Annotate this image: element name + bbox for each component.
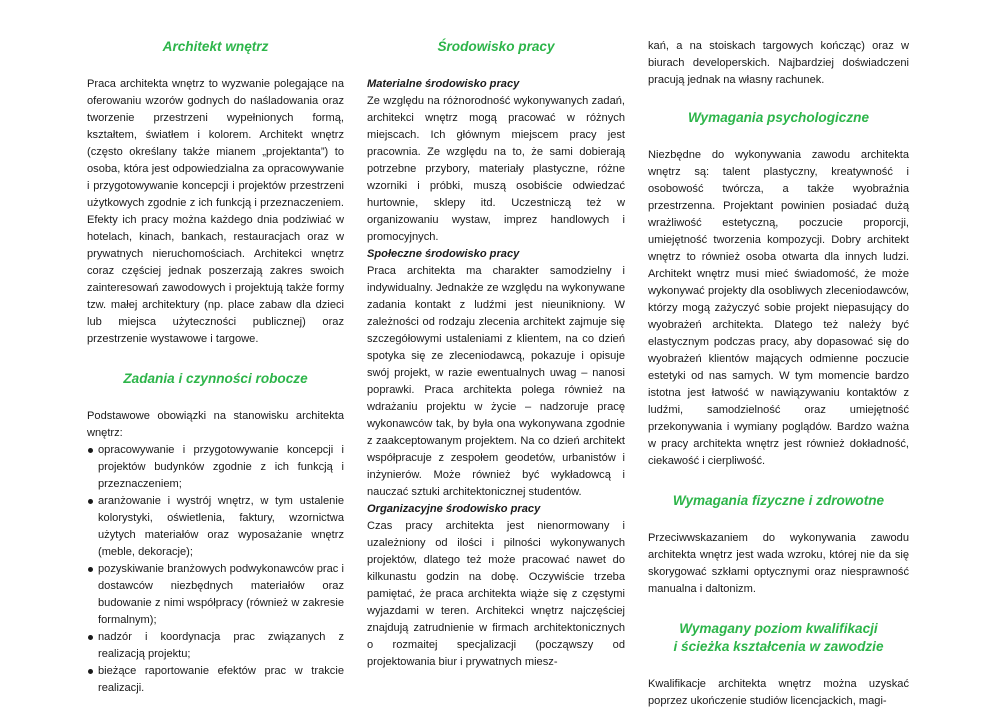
paragraph-psychologiczne: Niezbędne do wykonywania zawodu architekta wnętrz są: talent plastyczny, kreatywność i osobowość twórcza, a także wyobraźnia przestrzenna. Projektant powinien posiadać dużą wrażliwość estetyczną, poczucie proporcji, umiejętność tworzenia kompozycji. Dobry architekt wnętrz to również osoba otwarta dla innych ludzi. Architekt wnętrz musi mieć świadomość, że może wykonywać projekty dla osobliwych zleceniodawców, którzy mogą zażyczyć sobie projekt niepasujący do wyobrażeń architekta. Dlatego też należy być elastycznym podczas pracy, aby dopasować się do wyobrażeń klientów mających odmienne poczucie estetyki od nas samych. W tym momencie bardzo istotna jest łatwość w nawiązywaniu kontaktów z ludźmi, samodzielność oraz umiejętność przekonywania i wymiany poglądów. Bardzo ważna w pracy architekta wnętrz jest również dokładność, ciekawość i cierpliwość. xyxy=(648,149,909,467)
column-left xyxy=(87,0,344,697)
paragraph-continuation: kań, a na stoiskach targowych kończąc) oraz w biurach developerskich. Najbardziej doświadczeni pracują jednak na własny rachunek. xyxy=(648,40,909,86)
paragraph-organizacyjne: Czas pracy architekta jest nienormowany i uzależniony od ilości i pilności wykonywanych projektów, dlatego też może pracować nawet do kilkunastu godzin na dobę. Oczywiście trzeba pamiętać, że praca architekta wiąże się z częstymi wyjazdami w teren. Architekci wnętrz najczęściej znajdują zatrudnienie w firmach architektonicznych o rozmaitej specjalizacji (począwszy od projektowania biur i prywatnych miesz- xyxy=(367,520,625,668)
paragraph-duties-intro: Podstawowe obowiązki na stanowisku architekta wnętrz: xyxy=(87,410,344,439)
list-item: opracowywanie i przygotowywanie koncepcji i projektów budynków zgodnie z ich funkcją i przeznaczeniem; xyxy=(87,442,344,493)
column-right xyxy=(648,0,909,710)
heading-kwalifikacje-line2: i ścieżka kształcenia w zawodzie xyxy=(673,639,884,654)
heading-zadania: Zadania i czynności robocze xyxy=(123,371,308,386)
heading-srodowisko-pracy: Środowisko pracy xyxy=(437,39,555,54)
list-item: bieżące raportowanie efektów prac w trakcie realizacji. xyxy=(87,663,344,697)
heading-wymagania-psychologiczne: Wymagania psychologiczne xyxy=(687,110,870,125)
subheading-materialne: Materialne środowisko pracy xyxy=(367,78,520,90)
heading-kwalifikacje-line1: Wymagany poziom kwalifikacji xyxy=(679,621,878,636)
paragraph-spoleczne: Praca architekta ma charakter samodzielny i indywidualny. Jednakże ze względu na wykonywane zadania kontakt z ludźmi jest nieunikniony. W zależności od rodzaju zlecenia architekt zajmuje się szczegółowymi ustaleniami z klientem, na co dzień spotyka się ze zleceniodawcą, pokazuje i opisuje swój projekt, w razie ewentualnych uwag – nanosi poprawki. Praca architekta polega również na wdrażaniu projektu w życie – nadzoruje pracę wykonawców tak, by była ona wykonywana zgodnie z zaakceptowanym projektem. Na co dzień architekt współpracuje z zespołem geodetów, urbanistów i inżynierów. Może również być wykładowcą i nauczać sztuki architektonicznej studentów. xyxy=(367,265,625,498)
subheading-organizacyjne: Organizacyjne środowisko pracy xyxy=(367,503,541,515)
list-item: aranżowanie i wystrój wnętrz, w tym ustalenie kolorystyki, oświetlenia, faktury, wzornictwa użytych materiałów oraz wyposażanie wnętrz (meble, dekoracje); xyxy=(87,493,344,561)
heading-architekt-wnetrz: Architekt wnętrz xyxy=(162,39,269,54)
heading-kwalifikacje xyxy=(648,620,909,656)
column-middle xyxy=(367,0,625,671)
paragraph-intro: Praca architekta wnętrz to wyzwanie polegające na oferowaniu wzorów godnych do naśladowania oraz tworzenie przestrzeni wypełnionych formą, kształtem, światłem i kolorem. Architekt wnętrz (często określany także mianem „projektanta”) to osoba, która jest odpowiedzialna za opracowywanie i przygotowywanie koncepcji i projektów przestrzeni użytkowych zgodnie z ich funkcją i przeznaczeniem. Efekty ich pracy można każdego dnia podziwiać w hotelach, kinach, bankach, restauracjach oraz w prywatnych nieruchomościach. Architekci wnętrz coraz częściej jednak poszerzają zakres swoich zainteresowań zawodowych i projektują także formy tzw. małej architektury (np. place zabaw dla dzieci lub miejsca użyteczności publicznej) oraz przestrzenie wystawowe i targowe. xyxy=(87,78,344,345)
paragraph-materialne: Ze względu na różnorodność wykonywanych zadań, architekci wnętrz mogą pracować w różnych miejscach. Ich głównym miejscem pracy jest pracownia. Ze względu na to, że sami dobierają potrzebne przybory, materiały plastyczne, różne wzorniki i próbki, muszą osobiście odwiedzać hurtownie, sklepy itd. Uczestniczą też w organizowaniu wystaw, imprez handlowych i promocyjnych. xyxy=(367,95,625,243)
heading-wymagania-fizyczne: Wymagania fizyczne i zdrowotne xyxy=(672,493,885,508)
duties-list xyxy=(87,442,344,697)
list-item: pozyskiwanie branżowych podwykonawców prac i dostawców niezbędnych materiałów oraz budowanie z nimi współpracy (również w zakresie formalnym); xyxy=(87,561,344,629)
subheading-spoleczne: Społeczne środowisko pracy xyxy=(367,248,520,260)
list-item: nadzór i koordynacja prac związanych z realizacją projektu; xyxy=(87,629,344,663)
paragraph-fizyczne: Przeciwwskazaniem do wykonywania zawodu architekta wnętrz jest wada wzroku, której nie da się skorygować szkłami optycznymi oraz niesprawność manualna i daltonizm. xyxy=(648,532,909,595)
paragraph-kwalifikacje: Kwalifikacje architekta wnętrz można uzyskać poprzez ukończenie studiów licencjackich, magi- xyxy=(648,678,909,707)
